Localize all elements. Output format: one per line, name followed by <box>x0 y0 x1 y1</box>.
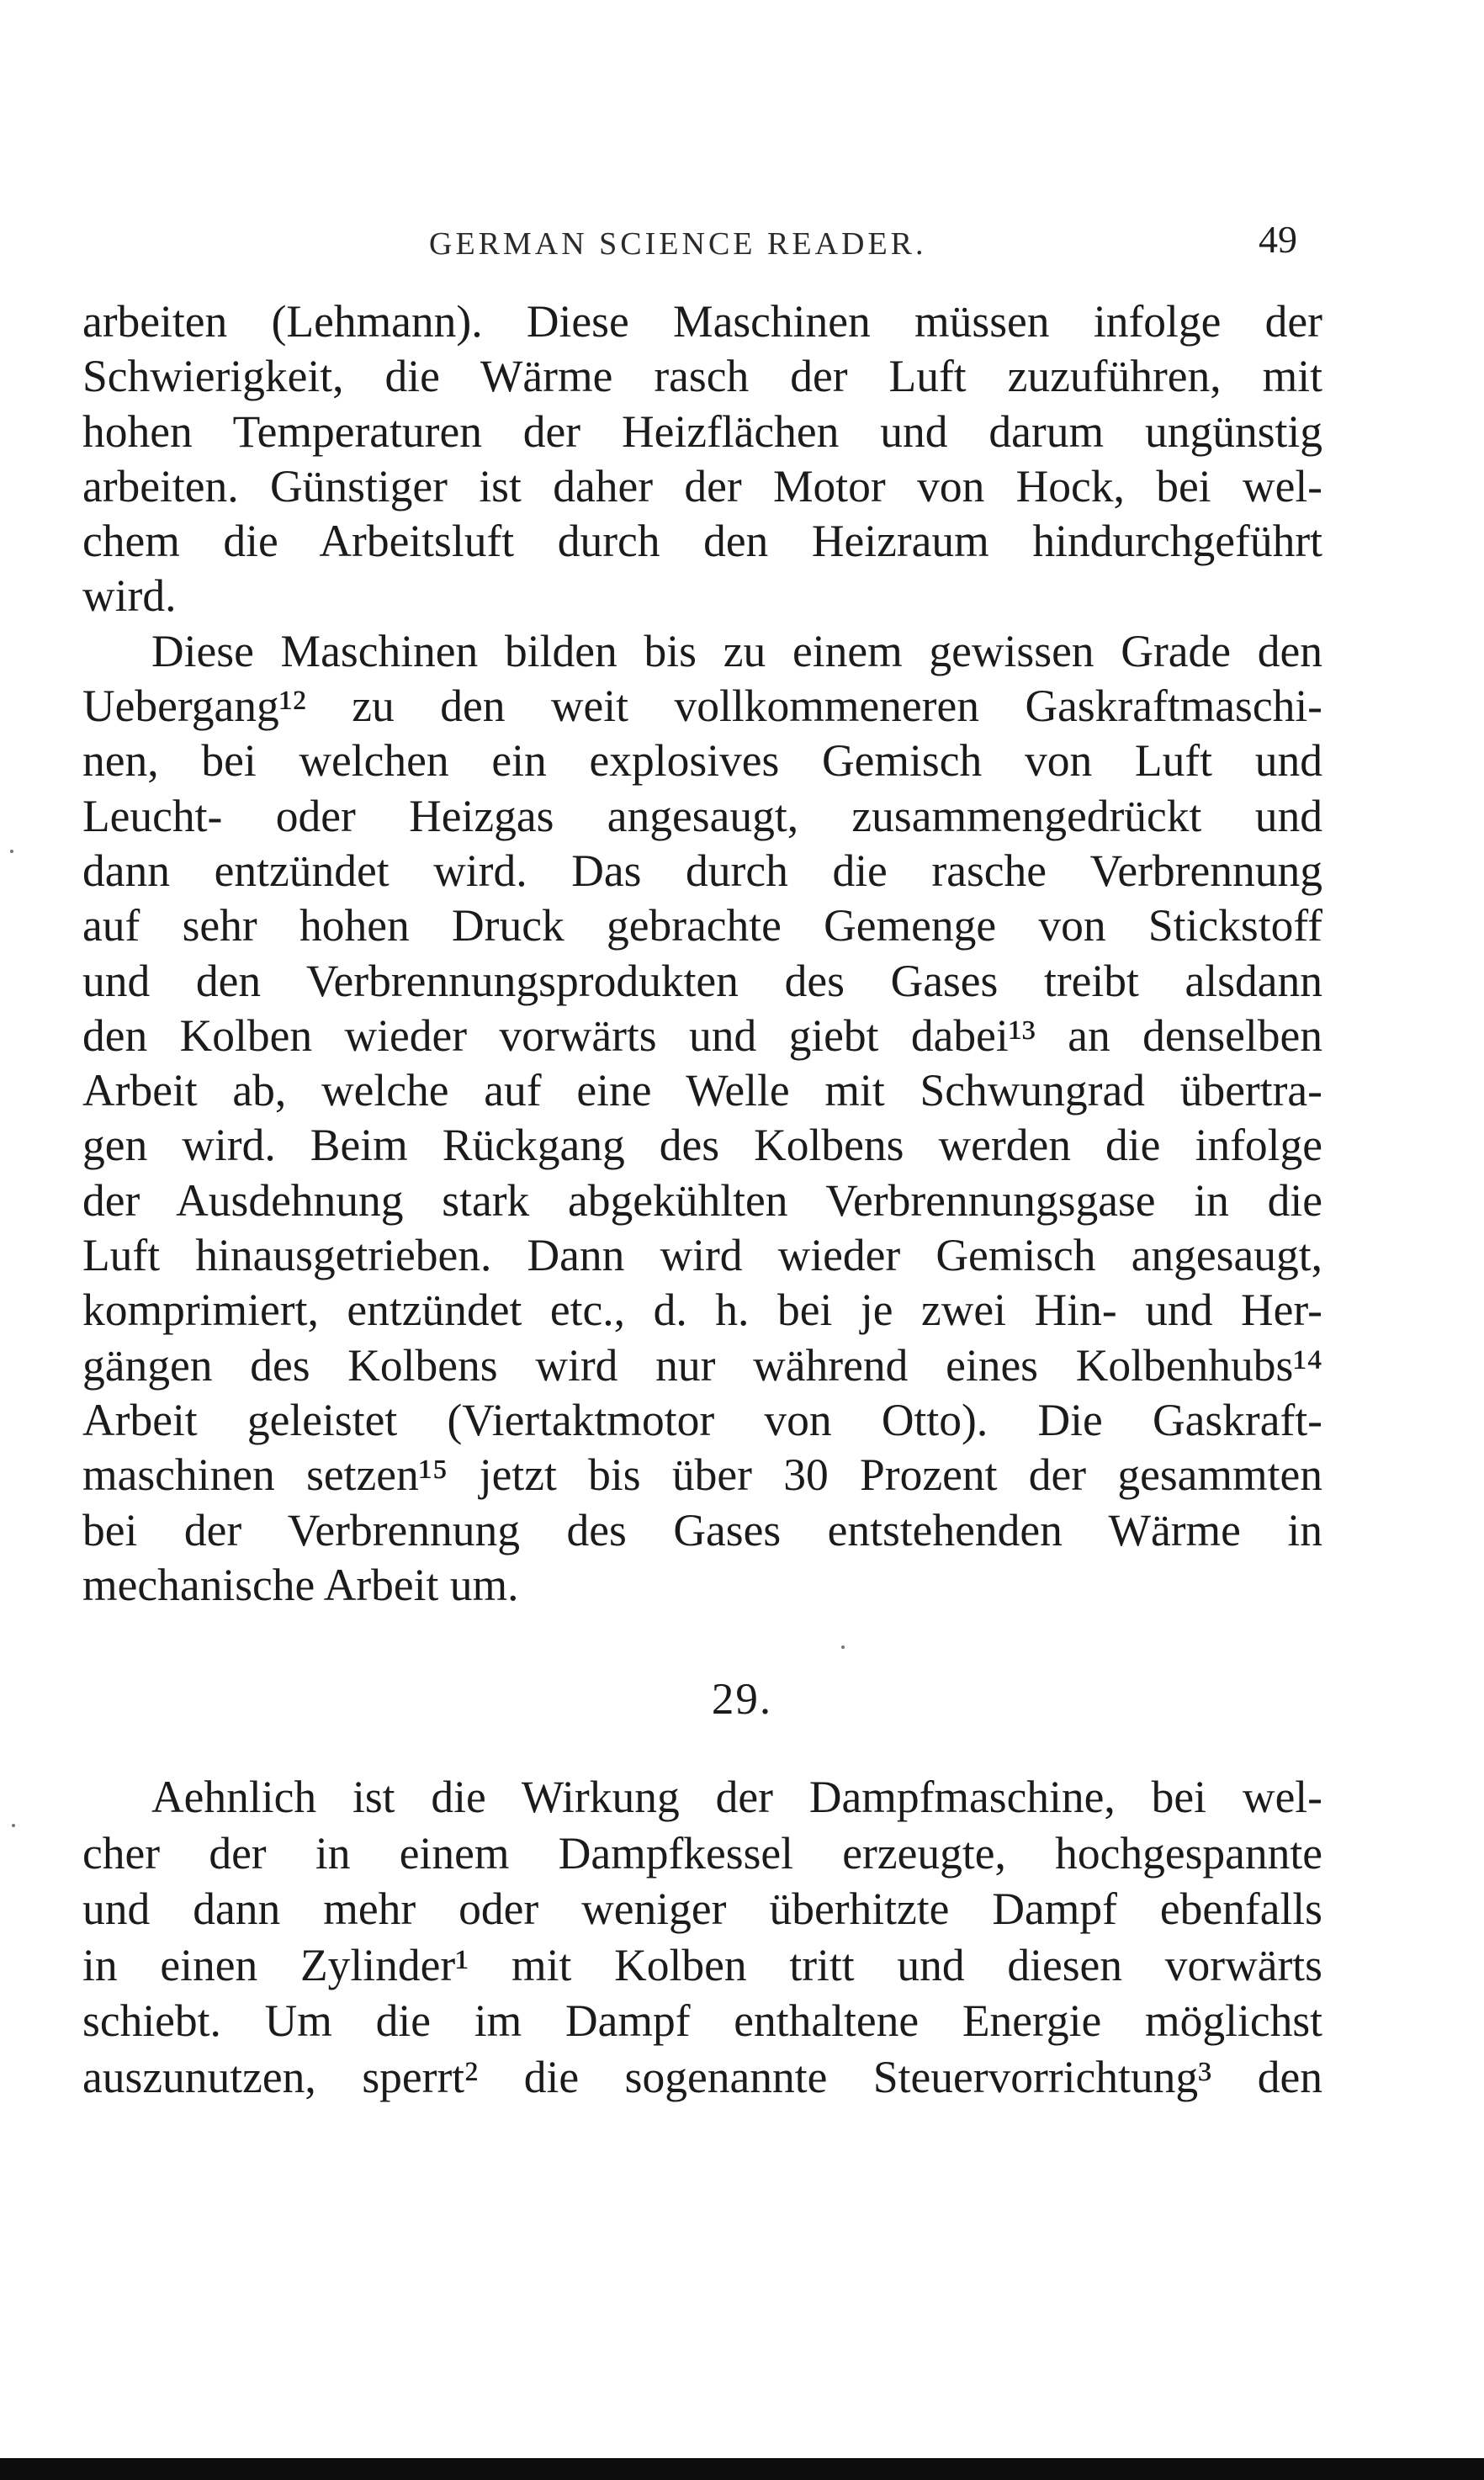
text-line: schiebt. Um die im Dampf enthaltene Energie möglichst <box>82 1995 1322 2046</box>
text-line: Aehnlich ist die Wirkung der Dampfmaschine, bei wel- <box>151 1772 1322 1822</box>
text-line: Luft hinausgetrieben. Dann wird wieder Gemisch angesaugt, <box>82 1230 1322 1281</box>
text-line: arbeiten (Lehmann). Diese Maschinen müssen infolge der <box>82 296 1322 347</box>
scan-speck <box>841 1645 845 1649</box>
text-line: wird. <box>82 570 177 622</box>
text-line: Diese Maschinen bilden bis zu einem gewissen Grade den <box>151 625 1322 676</box>
text-line: der Ausdehnung stark abgekühlten Verbrennungsgase in die <box>82 1174 1322 1226</box>
text-line: Uebergang¹² zu den weit vollkommeneren Gaskraftmaschi- <box>82 681 1322 732</box>
text-line: auszunutzen, sperrt² die sogenannte Steuervorrichtung³ den <box>82 2051 1322 2102</box>
text-line: gängen des Kolbens wird nur während eines Kolbenhubs¹⁴ <box>82 1339 1322 1391</box>
text-line: hohen Temperaturen der Heizflächen und darum ungünstig <box>82 405 1322 457</box>
text-line: mechanische Arbeit um. <box>82 1559 519 1610</box>
scan-speck <box>10 850 13 853</box>
text-line: cher der in einem Dampfkessel erzeugte, hochgespannte <box>82 1827 1322 1879</box>
body-text-lower <box>82 1769 1322 2105</box>
text-line: Leucht- oder Heizgas angesaugt, zusammengedrückt und <box>82 790 1322 841</box>
text-line: Arbeit geleistet (Viertaktmotor von Otto). Die Gaskraft- <box>82 1394 1322 1445</box>
scan-speck <box>12 1824 15 1827</box>
text-line: in einen Zylinder¹ mit Kolben tritt und diesen vorwärts <box>82 1939 1322 1990</box>
text-line: und den Verbrennungsprodukten des Gases treibt alsdann <box>82 955 1322 1006</box>
text-line: bei der Verbrennung des Gases entstehenden Wärme in <box>82 1504 1322 1555</box>
text-line: und dann mehr oder weniger überhitzte Dampf ebenfalls <box>82 1884 1322 1934</box>
text-line: den Kolben wieder vorwärts und giebt dabei¹³ an denselben <box>82 1009 1322 1061</box>
text-line: Arbeit ab, welche auf eine Welle mit Schwungrad übertra- <box>82 1065 1322 1116</box>
scan-bottom-edge <box>0 2458 1484 2480</box>
text-line: auf sehr hohen Druck gebrachte Gemenge von Stickstoff <box>82 900 1322 951</box>
section-number: 29. <box>711 1675 773 1724</box>
running-title: GERMAN SCIENCE READER. <box>429 226 927 262</box>
body-text-upper <box>82 294 1322 1613</box>
page-number: 49 <box>1259 218 1297 261</box>
text-line: chem die Arbeitsluft durch den Heizraum hindurchgeführt <box>82 516 1322 567</box>
running-head <box>0 217 1484 268</box>
text-line: gen wird. Beim Rückgang des Kolbens werden die infolge <box>82 1120 1322 1171</box>
text-line: maschinen setzen¹⁵ jetzt bis über 30 Prozent der gesammten <box>82 1449 1322 1501</box>
text-line: arbeiten. Günstiger ist daher der Motor von Hock, bei wel- <box>82 460 1322 511</box>
text-line: komprimiert, entzündet etc., d. h. bei je zwei Hin- und Her- <box>82 1285 1322 1336</box>
text-line: Schwierigkeit, die Wärme rasch der Luft zuzuführen, mit <box>82 351 1322 402</box>
text-line: dann entzündet wird. Das durch die rasche Verbrennung <box>82 845 1322 896</box>
text-line: nen, bei welchen ein explosives Gemisch von Luft und <box>82 735 1322 787</box>
